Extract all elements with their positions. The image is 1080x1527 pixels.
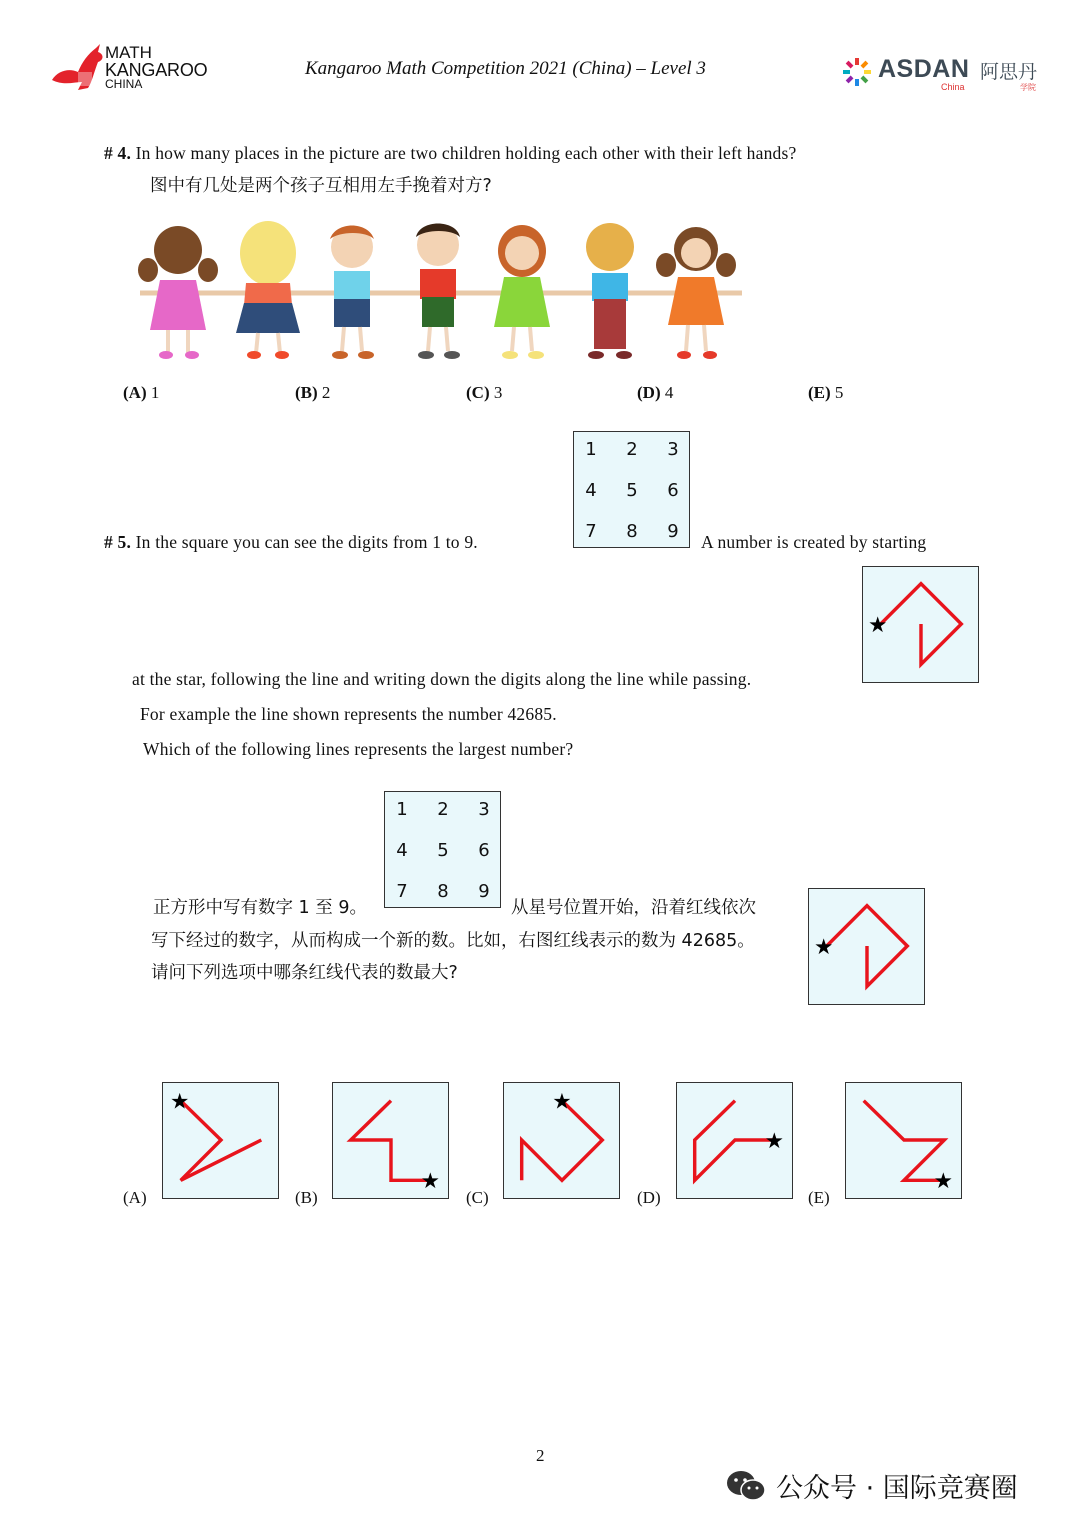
q5-text-cn-1: 正方形中写有数字 1 至 9。 [153,898,367,918]
svg-text:★: ★ [552,1089,572,1115]
q5-option-c-path[interactable] [503,1082,620,1199]
digit-cell: 9 [667,521,679,542]
q5-text-en-3: at the star, following the line and writing down the digits along the line while passing. [132,669,752,689]
q5-text-cn-4: 请问下列选项中哪条红线代表的数最大? [151,963,458,983]
child-2 [236,221,300,359]
logo-line-math: MATH [105,43,152,62]
digit-cell: 7 [396,881,408,902]
q5-text-cn-3: 写下经过的数字，从而构成一个新的数。比如，右图红线表示的数为 42685。 [151,931,755,951]
logo-line-china: CHINA [105,77,143,91]
q5-text-cn-2: 从星号位置开始，沿着红线依次 [511,898,756,918]
digit-cell: 5 [626,480,638,501]
child-4 [416,224,460,360]
digit-cell: 8 [437,881,449,902]
svg-text:★: ★ [764,1128,784,1154]
q4-option-a[interactable]: (A) 1 [123,383,160,402]
digit-cell: 3 [478,799,490,820]
digit-cell: 7 [585,521,597,542]
q5-option-d-label[interactable]: (D) [637,1188,661,1207]
example-path-box [862,566,979,683]
kangaroo-icon [48,42,108,94]
digit-grid-cn [384,791,501,908]
q4-option-d[interactable]: (D) 4 [637,383,674,402]
child-5 [494,225,550,359]
q5-question-line1 [104,532,478,553]
children-holding-hands-illustration [130,215,750,365]
asdan-sub: China [941,82,965,92]
asdan-sub-cn: 学院 [1020,83,1036,92]
digit-cell: 4 [396,840,408,861]
asdan-brand-cn: 阿思丹 [980,61,1038,83]
q5-option-a-path[interactable] [162,1082,279,1199]
digit-cell: 6 [667,480,679,501]
q5-option-c-label[interactable]: (C) [466,1188,489,1207]
digit-cell: 9 [478,881,490,902]
digit-cell: 1 [396,799,408,820]
q5-option-d-path[interactable] [676,1082,793,1199]
wechat-account-name: 公众号 · 国际竞赛圈 [776,1473,1018,1504]
q4-question [104,143,796,164]
logo-line-kangaroo: KANGAROO [105,60,208,80]
example-path-box-cn [808,888,925,1005]
svg-text:★: ★ [814,934,834,960]
q4-option-c[interactable]: (C) 3 [466,383,503,402]
digit-cell: 3 [667,439,679,460]
asdan-star-icon [840,55,874,89]
math-kangaroo-logo [48,42,208,94]
digit-cell: 2 [626,439,638,460]
wechat-icon [726,1469,766,1503]
q5-text-en-5: Which of the following lines represents the largest number? [143,739,574,759]
q5-option-b-path[interactable] [332,1082,449,1199]
q5-text-en-4: For example the line shown represents the number 42685. [140,704,557,724]
digit-grid [573,431,690,548]
q4-option-e[interactable]: (E) 5 [808,383,844,402]
svg-text:★: ★ [868,612,888,638]
child-3 [330,226,374,360]
q4-text-cn: 图中有几处是两个孩子互相用左手挽着对方? [150,176,492,196]
q5-text-en-1: In the square you can see the digits from 1 to 9. [135,532,478,552]
q5-text-en-2: A number is created by starting [701,532,927,552]
q5-option-e-label[interactable]: (E) [808,1188,830,1207]
header-title: Kangaroo Math Competition 2021 (China) – Level 3 [305,58,706,79]
digit-cell: 5 [437,840,449,861]
q5-option-a-label[interactable]: (A) [123,1188,147,1207]
q4-option-b[interactable]: (B) 2 [295,383,331,402]
digit-cell: 8 [626,521,638,542]
digit-cell: 6 [478,840,490,861]
child-6 [586,223,634,359]
q5-number: # 5. [104,532,132,552]
q4-text-en: In how many places in the picture are two children holding each other with their left hands? [135,143,797,163]
svg-text:★: ★ [933,1169,953,1195]
digit-cell: 4 [585,480,597,501]
digit-cell: 1 [585,439,597,460]
q5-option-b-label[interactable]: (B) [295,1188,318,1207]
q5-option-e-path[interactable] [845,1082,962,1199]
svg-text:★: ★ [170,1089,190,1115]
q4-number: # 4. [104,143,132,163]
wechat-account [726,1466,1018,1505]
page-number: 2 [536,1446,545,1465]
asdan-brand: ASDAN [878,55,970,83]
asdan-logo [840,55,1045,95]
svg-text:★: ★ [420,1169,440,1195]
digit-cell: 2 [437,799,449,820]
